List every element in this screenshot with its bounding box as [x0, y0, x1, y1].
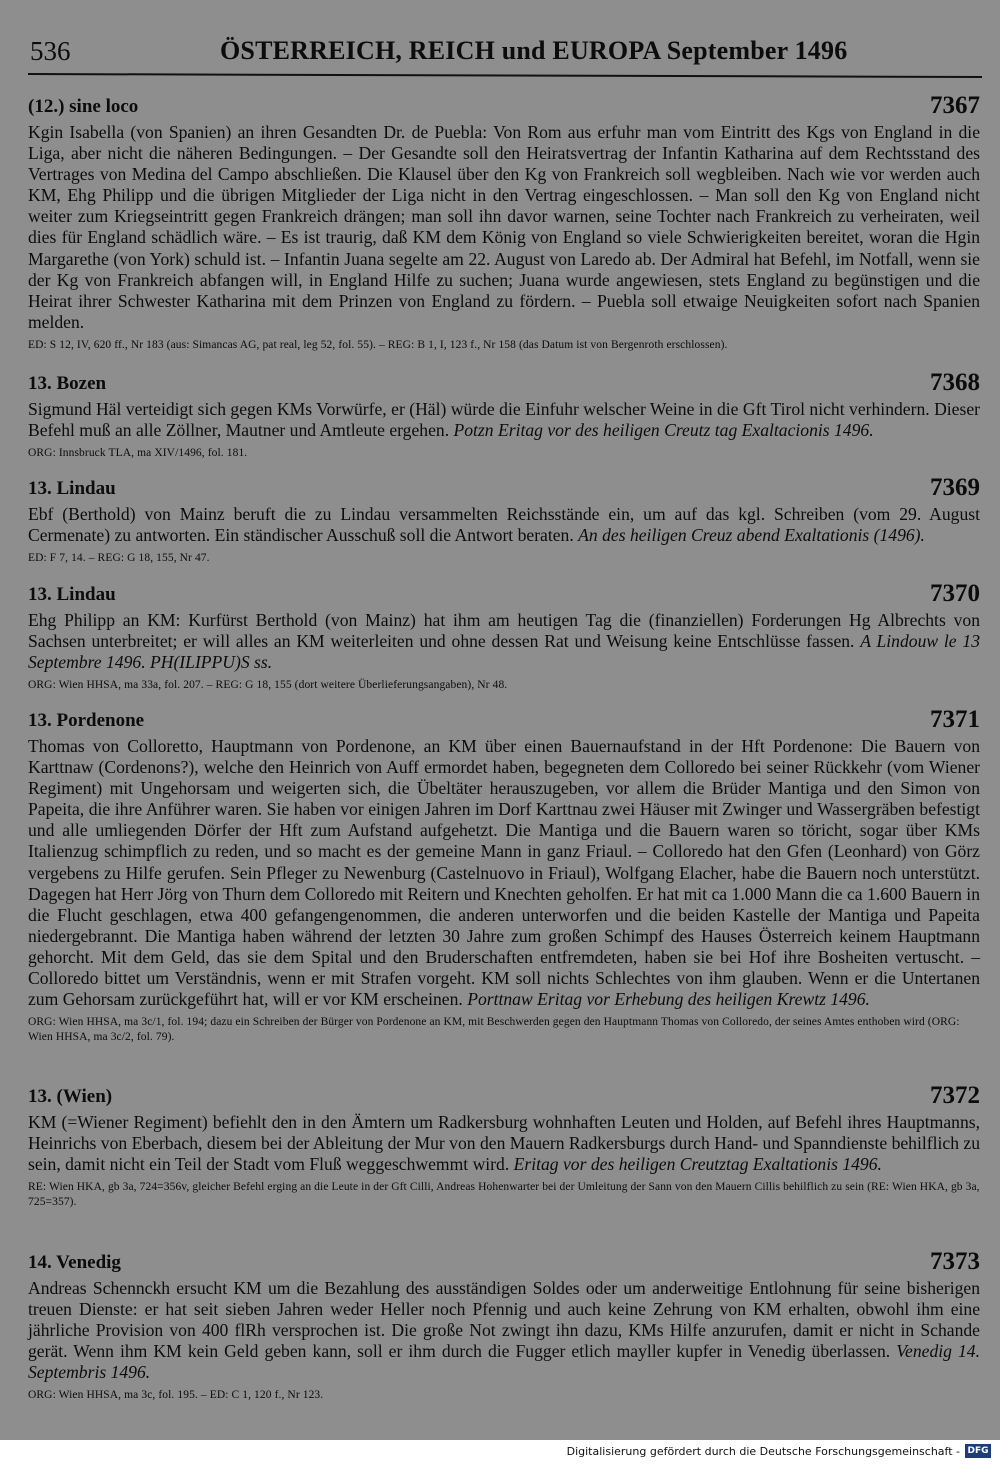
entry-source: ORG: Innsbruck TLA, ma XIV/1496, fol. 181.	[28, 447, 248, 460]
entry-7373	[28, 1248, 980, 1403]
entry-source: ORG: Wien HHSA, ma 33a, fol. 207. – REG: G 18, 155 (dort weitere Überlieferungsangaben), Nr 48.	[28, 679, 508, 692]
entry-date: 13. Lindau	[28, 478, 116, 499]
entry-date: 13. Lindau	[28, 584, 116, 605]
page-number: 536	[30, 36, 71, 66]
entry-date: 13. Bozen	[28, 373, 107, 394]
entry-body: Thomas von Colloretto, Hauptmann von Pordenone, an KM über einen Bauernaufstand in der Hft Pordenone: Die Bauern von Karttnaw (Cordenons?), welche den Heinrich von Auff ermordet haben, begegneten dem Colloredo bei seiner Rückkehr (vom Wiener Regiment) mit Ungehorsam und weigerten sich, die Übeltäter herauszugeben, vor allem die Brüder Mantiga und den Simon von Papeita, die ihre Anführer waren. Sie haben vor einigen Jahren im Dorf Karttnau zwei Häuser mit Zwinger und Wassergräben befestigt und alle umliegenden Dörfer der Hft zum Aufstand aufgehetzt. Die Mantiga und die Bauern waren so töricht, sogar über KMs Italienzug schimpflich zu reden, und so macht es der gemeine Mann in ganz Friaul. – Colloredo hat den Gfen (Leonhard) von Görz vergebens zu Hilfe gerufen. Sein Pfleger zu Newenburg (Castelnuovo in Friaul), Wolfgang Elacher, habe die Bauern noch unterstützt. Dagegen hat Herr Jörg von Thurn dem Colloredo mit Reitern und Knechten geholfen. Er hat mit ca 1.000 Mann die ca 1.600 Bauern in die Flucht geschlagen, etwa 400 gefangengenommen, die anderen unterworfen und die beiden Kastelle der Mantiga und Papeita niedergebrannt. Die Mantiga haben während der letzten 30 Jahre zum großen Schimpf des Hauses Österreich keinem Hauptmann gehorcht. Mit dem Geld, das sie dem Spital und den Bruderschaften entfremdeten, haben sie bei Hof ihre Bosheiten vertuscht. – Colloredo bittet um Verständnis, wenn er mit Strafen vorgeht. KM soll nichts Schlechtes von ihm glauben. Wenn er die Untertanen zum Gehorsam zurückgeführt hat, will er vor KM erscheinen. Porttnaw Eritag vor Erhebung des heiligen Krewtz 1496.	[28, 736, 980, 1010]
running-title: ÖSTERREICH, REICH und EUROPA September 1496	[220, 36, 848, 65]
entry-body: KM (=Wiener Regiment) befiehlt den in den Ämtern um Radkersburg wohnhaften Leuten und Holden, auf Befehl ihres Hauptmanns, Heinrichs von Eberbach, diesem bei der Ableitung der Mur von den Mauern Radkersburgs durch Hand- und Spanndienste behilflich zu sein, damit nicht ein Teil der Stadt vom Fluß weggeschwemmt wird. Eritag vor des heiligen Creutztag Exaltationis 1496.	[28, 1112, 980, 1175]
entry-date: (12.) sine loco	[28, 96, 139, 117]
funding-footer	[567, 1441, 992, 1461]
entry-source: ORG: Wien HHSA, ma 3c, fol. 195. – ED: C 1, 120 f., Nr 123.	[28, 1389, 324, 1402]
entry-source: ORG: Wien HHSA, ma 3c/1, fol. 194; dazu ein Schreiben der Bürger von Pordenone an KM, mit Beschwerden gegen den Hauptmann Thomas von Colloredo, der seines Amtes enthoben wird (ORG: Wien HHSA, ma 3c/2, fol. 79).	[28, 1016, 960, 1044]
entry-body: Ehg Philipp an KM: Kurfürst Berthold (von Mainz) hat ihm am heutigen Tag die (finanziellen) Forderungen Hg Albrechts von Sachsen unterbreitet; er will alles an KM weiterleiten und ohne dessen Rat und Weisung keine Entschlüsse fassen. A Lindouw le 13 Septembre 1496. PH(ILIPPU)S ss.	[28, 610, 980, 673]
entry-body: Andreas Schennckh ersucht KM um die Bezahlung des ausständigen Soldes oder um anderweitige Entlohnung für seine bisherigen treuen Dienste: er hat seit sieben Jahren weder Heller noch Pfennig und auch keine Zehrung von KM erhalten, obwohl ihm eine jährliche Provision von 400 flRh versprochen ist. Die große Not zwingt ihn dazu, KMs Hilfe anzurufen, damit er nicht in Schande gerät. Wenn ihm KM kein Geld geben kann, soll er ihm durch die Fugger etlich mayller kupfer in Venedig überlassen. Venedig 14. Septembris 1496.	[28, 1278, 980, 1383]
entry-7369	[28, 474, 980, 566]
entry-body: Sigmund Häl verteidigt sich gegen KMs Vorwürfe, er (Häl) würde die Einfuhr welscher Weine in die Gft Tirol nicht verhindern. Dieser Befehl muß an alle Zöllner, Mautner und Amtleute ergehen. Potzn Eritag vor des heiligen Creutz tag Exaltacionis 1496.	[28, 399, 980, 441]
entry-7368	[28, 369, 980, 461]
entry-source: ED: F 7, 14. – REG: G 18, 155, Nr 47.	[28, 552, 210, 565]
page-header	[30, 36, 985, 76]
entry-7370	[28, 580, 980, 693]
entry-source: ED: S 12, IV, 620 ff., Nr 183 (aus: Simancas AG, pat real, leg 52, fol. 55). – REG: B 1, I, 123 f., Nr 158 (das Datum ist von Bergenroth erschlossen).	[28, 338, 728, 351]
entry-number: 7367	[930, 92, 980, 119]
entry-body: Kgin Isabella (von Spanien) an ihren Gesandten Dr. de Puebla: Von Rom aus erfuhr man vom Eintritt des Kgs von England in die Liga, aber nicht die näheren Bedingungen. – Der Gesandte soll den Heiratsvertrag der Infantin Katharina auf dem Rechtsstand des Vertrages von Medina del Campo abschließen. Die Klausel über den Kg von Frankreich soll wegbleiben. Nach wie vor werden auch KM, Ehg Philipp und die übrigen Mitglieder der Liga nicht in den Vertrag eingeschlossen. – Man soll den Kg von England nicht weiter zum Kriegseintritt gegen Frankreich drängen; man soll ihn davor warnen, seine Tochter nach Frankreich zu verheiraten, weil dies für England schädlich wäre. – Es ist traurig, daß KM dem König von England so viele Schwierigkeiten bereitet, woran die Hgin Margarethe (von York) schuld ist. – Infantin Juana segelte am 22. August von Laredo ab. Der Admiral hat Befehl, im Notfall, wenn sie der Kg von Frankreich abfangen will, in England Hilfe zu suchen; Juana wurde angewiesen, stets England zu begünstigen und die Heirat ihrer Schwester Katharina mit dem Prinzen von England zu fördern. – Puebla soll etwaige Neuigkeiten sofort nach Spanien melden.	[28, 122, 980, 332]
entry-7371	[28, 706, 980, 1045]
entry-number: 7370	[930, 580, 980, 607]
entry-source: RE: Wien HKA, gb 3a, 724=356v, gleicher Befehl erging an die Leute in der Gft Cilli, Andreas Hohenwarter bei der Umleitung der Sann von den Mauern Cillis behilflich zu sein (RE: Wien HKA, gb 3a, 725=357).	[28, 1181, 980, 1209]
entry-number: 7372	[930, 1082, 980, 1109]
funding-text: Digitalisierung gefördert durch die Deutsche Forschungsgemeinschaft -	[566, 1444, 960, 1458]
entry-number: 7373	[930, 1248, 980, 1275]
entry-number: 7368	[930, 369, 980, 396]
entry-date: 13. (Wien)	[28, 1086, 113, 1107]
entry-number: 7371	[930, 706, 980, 733]
entry-date: 13. Pordenone	[28, 710, 145, 731]
entry-7367	[28, 92, 980, 353]
entry-date: 14. Venedig	[28, 1252, 121, 1273]
dfg-logo-icon: DFG	[964, 1443, 992, 1459]
entry-number: 7369	[930, 474, 980, 501]
entry-body: Ebf (Berthold) von Mainz beruft die zu Lindau versammelten Reichsstände ein, um auf das kgl. Schreiben (vom 29. August Cermenate) zu antworten. Ein ständischer Ausschuß soll die Antwort beraten. An des heiligen Creuz abend Exaltationis (1496).	[28, 504, 980, 546]
entry-7372	[28, 1082, 980, 1210]
